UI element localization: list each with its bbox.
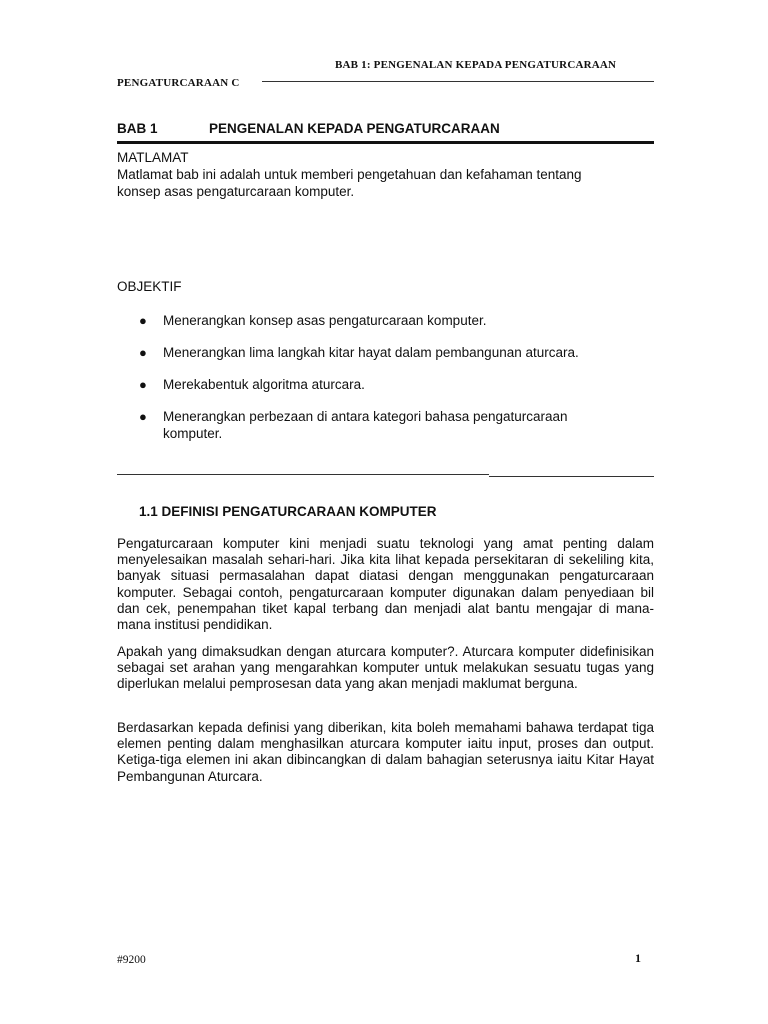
list-item <box>117 344 627 361</box>
bullet-icon: ● <box>139 313 147 328</box>
footer-code: #9200 <box>117 954 146 966</box>
section-divider-right <box>489 476 654 477</box>
bullet-icon: ● <box>139 377 147 392</box>
section-divider-left <box>117 474 489 475</box>
bullet-icon: ● <box>139 345 147 360</box>
chapter-title: PENGENALAN KEPADA PENGATURCARAAN <box>209 121 500 136</box>
objective-text: Menerangkan konsep asas pengaturcaraan komputer. <box>163 313 487 328</box>
paragraph: Pengaturcaraan komputer kini menjadi suatu teknologi yang amat penting dalam menyelesaikan masalah sehari-hari. Jika kita lihat kepada persekitaran di sekeliling kita, banyak situasi permasalahan dapat diatasi dengan menggunakan pengaturcaraan komputer. Sebagai contoh, pengaturcaraan komputer digunakan dalam penyediaan bil dan cek, penempahan tiket kapal terbang dan menjadi alat bantu mengajar di mana-mana institusi pendidikan. <box>117 536 654 633</box>
chapter-number: BAB 1 <box>117 121 158 136</box>
chapter-rule <box>117 141 654 144</box>
objective-text: Menerangkan lima langkah kitar hayat dalam pembangunan aturcara. <box>163 345 579 360</box>
bullet-icon: ● <box>139 409 147 424</box>
objective-text: Menerangkan perbezaan di antara kategori bahasa pengaturcaraan komputer. <box>163 409 568 441</box>
list-item <box>117 408 627 442</box>
matlamat-text: Matlamat bab ini adalah untuk memberi pengetahuan dan kefahaman tentang konsep asas pengaturcaraan komputer. <box>117 167 582 199</box>
list-item <box>117 376 627 393</box>
list-item <box>117 312 627 329</box>
running-header-chapter: BAB 1: PENGENALAN KEPADA PENGATURCARAAN <box>335 59 617 71</box>
objective-list <box>117 312 627 457</box>
objektif-label: OBJEKTIF <box>117 279 182 294</box>
matlamat-label: MATLAMAT <box>117 150 189 165</box>
page-number: 1 <box>635 951 641 965</box>
objective-text: Merekabentuk algoritma aturcara. <box>163 377 365 392</box>
running-header-course: PENGATURCARAAN C <box>117 77 240 89</box>
paragraph: Apakah yang dimaksudkan dengan aturcara komputer?. Aturcara komputer didefinisikan sebagai set arahan yang mengarahkan komputer untuk melakukan sesuatu tugas yang diperlukan melalui pemprosesan data yang akan menjadi maklumat berguna. <box>117 644 654 692</box>
paragraph: Berdasarkan kepada definisi yang diberikan, kita boleh memahami bahawa terdapat tiga elemen penting dalam menghasilkan aturcara komputer iaitu input, proses dan output. Ketiga-tiga elemen ini akan dibincangkan di dalam bahagian seterusnya iaitu Kitar Hayat Pembangunan Aturcara. <box>117 720 654 784</box>
header-divider <box>262 81 654 82</box>
section-title: 1.1 DEFINISI PENGATURCARAAN KOMPUTER <box>139 504 437 519</box>
